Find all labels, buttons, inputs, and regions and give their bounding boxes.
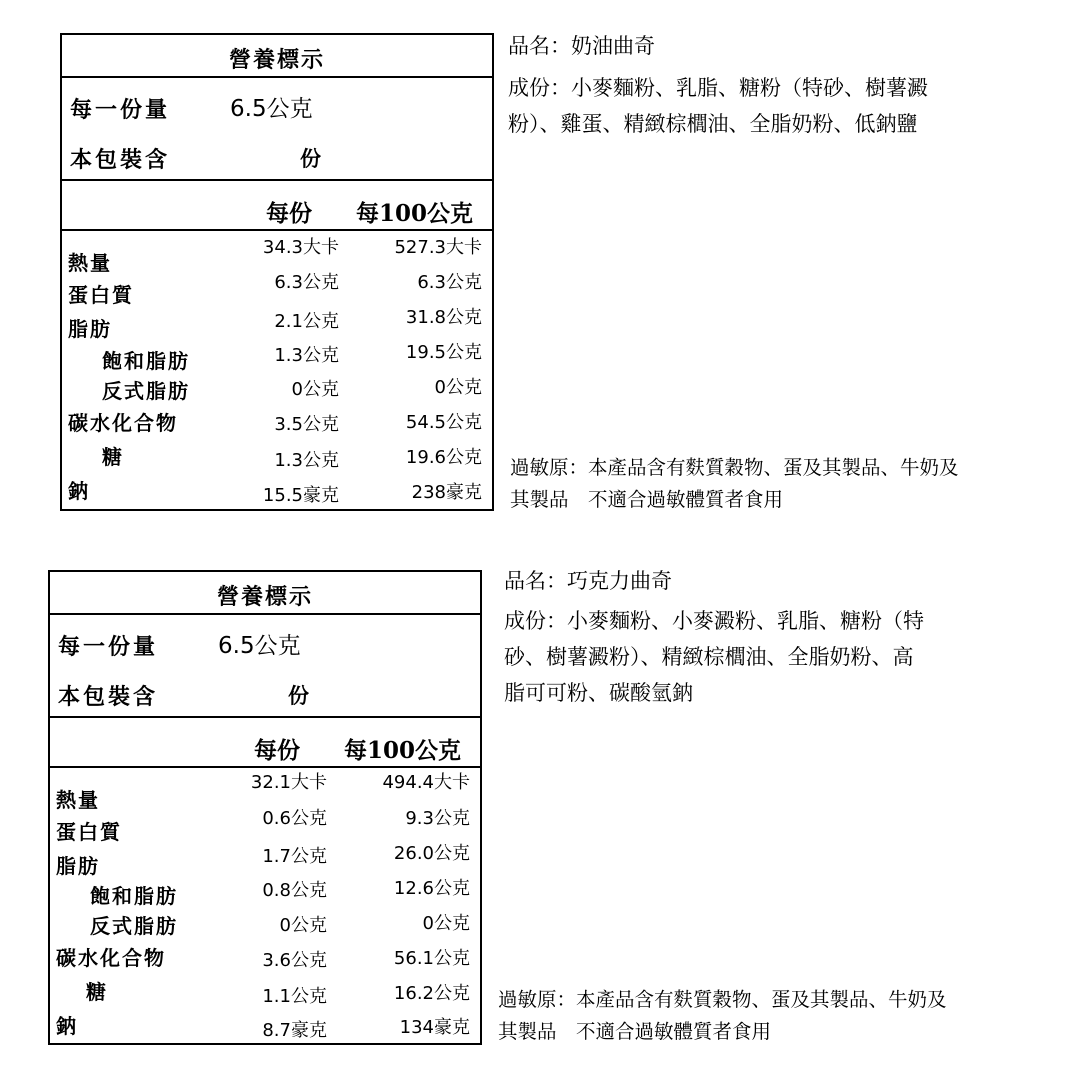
- nutrient-per-serving: 32.1大卡: [250, 772, 327, 793]
- nutrient-per-100g: 31.8公克: [405, 307, 482, 328]
- nutrient-name: 糖: [86, 980, 108, 1004]
- nutrient-per-serving: 6.3公克: [274, 272, 339, 293]
- nutrient-name: 糖: [102, 445, 124, 469]
- nutrient-name: 熱量: [68, 251, 112, 275]
- nutrition-label-chocolate-cookie: [48, 570, 482, 1045]
- product-name: 品名：巧克力曲奇: [504, 569, 672, 593]
- nutrient-per-serving: 0.6公克: [262, 808, 327, 829]
- nutrition-label-butter-cookie: [60, 33, 494, 511]
- nutrient-name: 蛋白質: [68, 283, 134, 307]
- serving-size-value: 6.5公克: [218, 633, 301, 659]
- nutrient-name: 鈉: [56, 1014, 78, 1038]
- ingredients-line: 成份：小麥麵粉、小麥澱粉、乳脂、糖粉（特: [504, 609, 924, 633]
- nutrient-per-100g: 26.0公克: [393, 843, 470, 864]
- nutrient-per-100g: 19.5公克: [405, 342, 482, 363]
- nutrient-per-100g: 527.3大卡: [394, 237, 482, 258]
- nutrient-per-serving: 8.7豪克: [262, 1020, 327, 1041]
- allergen-line: 過敏原：本產品含有麩質穀物、蛋及其製品、牛奶及: [498, 988, 947, 1011]
- nutrient-per-serving: 2.1公克: [274, 311, 339, 332]
- product-info-butter-cookie: [508, 28, 928, 142]
- serving-size-label: 每一份量: [70, 97, 171, 123]
- nutrient-per-100g: 12.6公克: [393, 878, 470, 899]
- nutrient-per-serving: 1.1公克: [262, 986, 327, 1007]
- ingredients-line: 成份：小麥麵粉、乳脂、糖粉（特砂、樹薯澱: [508, 76, 928, 100]
- allergen-line: 過敏原：本產品含有麩質穀物、蛋及其製品、牛奶及: [510, 456, 959, 479]
- package-label: 本包裝含: [70, 147, 171, 173]
- divider: [62, 229, 492, 231]
- serving-size-value: 6.5公克: [230, 96, 313, 122]
- nutrient-per-serving: 15.5豪克: [262, 485, 339, 506]
- nutrient-name: 熱量: [56, 788, 100, 812]
- nutrient-per-100g: 6.3公克: [417, 272, 482, 293]
- col-per-100g: 每100公克: [344, 737, 462, 764]
- nutrient-per-100g: 0公克: [422, 913, 470, 934]
- nutrient-per-100g: 494.4大卡: [382, 772, 470, 793]
- nutrient-name: 碳水化合物: [68, 411, 178, 435]
- nutrient-per-100g: 56.1公克: [393, 948, 470, 969]
- divider: [50, 716, 480, 718]
- nutrient-per-serving: 1.3公克: [274, 450, 339, 471]
- ingredients-line: 脂可可粉、碳酸氫鈉: [504, 681, 693, 705]
- nutrient-per-serving: 3.6公克: [262, 950, 327, 971]
- col-per-serving: 每份: [254, 737, 300, 764]
- nutrient-per-100g: 9.3公克: [405, 808, 470, 829]
- package-label: 本包裝含: [58, 684, 159, 710]
- divider: [62, 179, 492, 181]
- nutrient-per-100g: 238豪克: [411, 482, 482, 503]
- nutrient-per-serving: 0公克: [291, 379, 339, 400]
- product-info-chocolate-cookie: [504, 563, 924, 711]
- nutrient-per-serving: 1.7公克: [262, 846, 327, 867]
- allergen-notice: [498, 984, 947, 1048]
- divider: [50, 613, 480, 615]
- divider: [62, 76, 492, 78]
- label-title: 營養標示: [228, 47, 325, 73]
- nutrient-per-100g: 134豪克: [399, 1017, 470, 1038]
- allergen-line: 其製品 不適合過敏體質者食用: [498, 1020, 772, 1043]
- nutrient-per-100g: 19.6公克: [405, 447, 482, 468]
- col-per-serving: 每份: [266, 200, 312, 227]
- nutrient-name: 鈉: [68, 479, 90, 503]
- nutrient-name: 反式脂肪: [90, 914, 178, 938]
- nutrient-name: 飽和脂肪: [90, 884, 178, 908]
- nutrient-name: 脂肪: [56, 854, 100, 878]
- label-title: 營養標示: [216, 584, 313, 610]
- ingredients-line: 砂、樹薯澱粉）、精緻棕櫚油、全脂奶粉、高: [504, 645, 914, 669]
- serving-size-label: 每一份量: [58, 634, 159, 660]
- nutrient-per-100g: 16.2公克: [393, 983, 470, 1004]
- nutrient-name: 碳水化合物: [56, 946, 166, 970]
- nutrient-name: 飽和脂肪: [102, 349, 190, 373]
- nutrient-name: 脂肪: [68, 317, 112, 341]
- package-value: 份: [288, 683, 309, 708]
- nutrient-per-100g: 0公克: [434, 377, 482, 398]
- nutrient-per-serving: 0.8公克: [262, 880, 327, 901]
- nutrient-per-serving: 0公克: [279, 915, 327, 936]
- allergen-line: 其製品 不適合過敏體質者食用: [510, 488, 784, 511]
- package-value: 份: [300, 146, 321, 171]
- nutrient-name: 蛋白質: [56, 820, 122, 844]
- product-name: 品名：奶油曲奇: [508, 34, 655, 58]
- ingredients-line: 粉）、雞蛋、精緻棕櫚油、全脂奶粉、低鈉鹽: [508, 112, 918, 136]
- nutrient-per-serving: 1.3公克: [274, 345, 339, 366]
- nutrient-name: 反式脂肪: [102, 379, 190, 403]
- allergen-notice: [510, 452, 959, 516]
- nutrient-per-serving: 34.3大卡: [262, 237, 339, 258]
- col-per-100g: 每100公克: [356, 200, 474, 227]
- nutrient-per-serving: 3.5公克: [274, 414, 339, 435]
- nutrient-per-100g: 54.5公克: [405, 412, 482, 433]
